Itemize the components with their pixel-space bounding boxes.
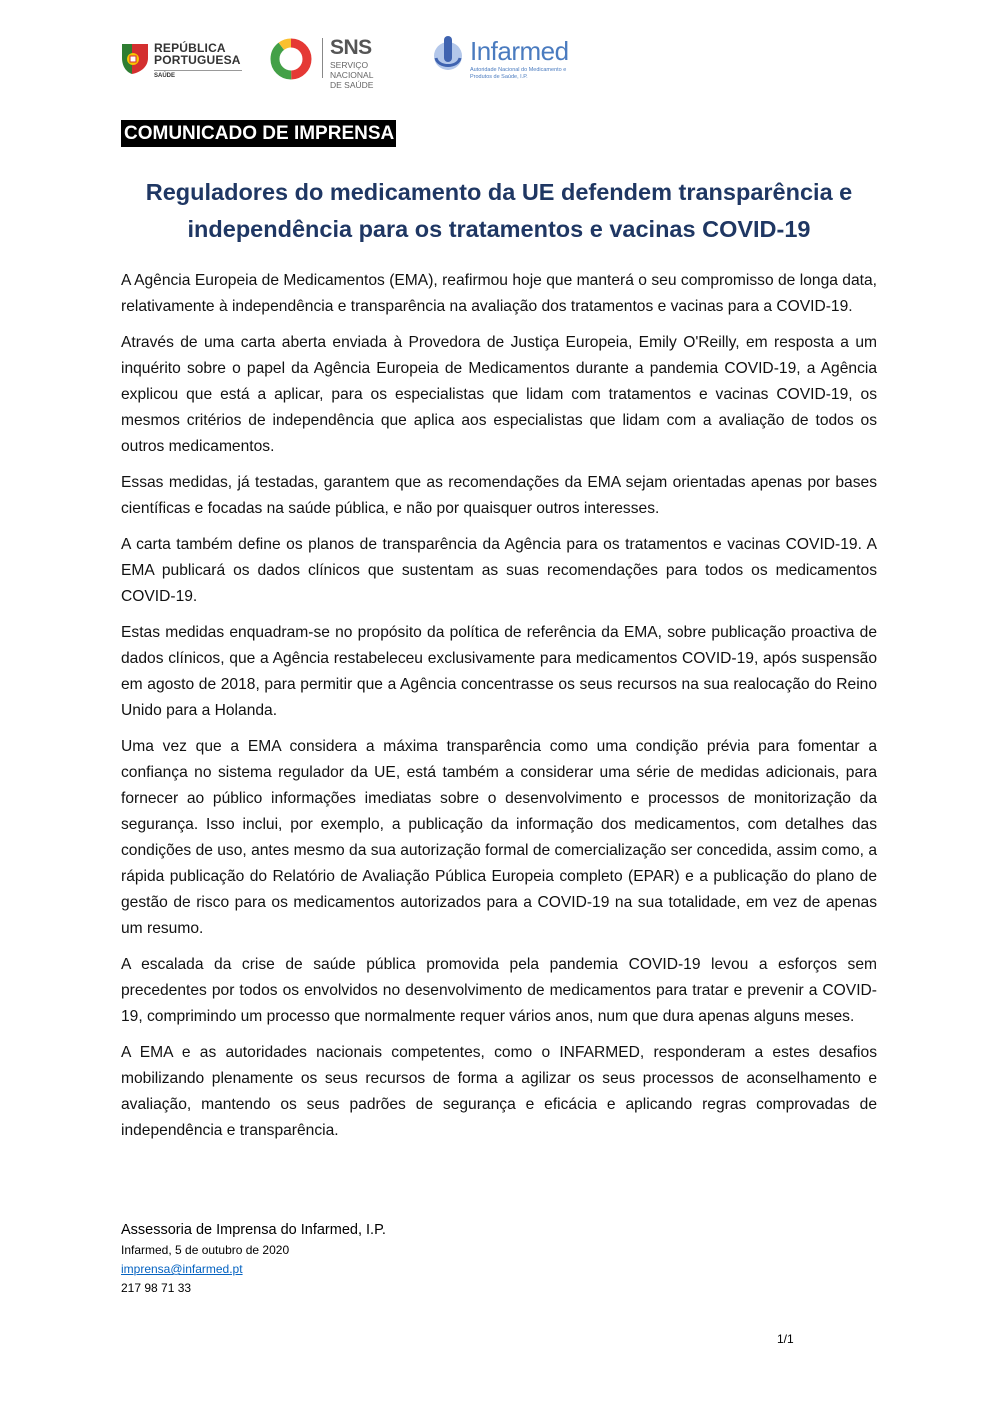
- email-link[interactable]: imprensa@infarmed.pt: [121, 1262, 243, 1276]
- paragraph: A carta também define os planos de transparência da Agência para os tratamentos e vacinas COVID-19. A EMA publicará os dados clínicos que sustentam as suas recomendações para todos os medicamentos COVID-19.: [121, 536, 877, 605]
- paragraph: A EMA e as autoridades nacionais competentes, como o INFARMED, responderam a estes desafios mobilizando plenamente os seus recursos de forma a agilizar os seus processos de aconselhamento e avaliação, mantendo os seus padrões de segurança e eficácia e aplicando regras comprovadas de independência e transparência.: [121, 1044, 877, 1139]
- republica-name: REPÚBLICA PORTUGUESA: [154, 41, 241, 67]
- paragraph: Através de uma carta aberta enviada à Provedora de Justiça Europeia, Emily O'Reilly, em resposta a um inquérito sobre o papel da Agência Europeia de Medicamentos durante a pandemia COVID-19, a Agência explicou que está a aplicar, para os especialistas que lidam com tratamentos e vacinas COVID-19, os mesmos critérios de independência que aplica aos especialistas que lidam com a avaliação de todos os outros medicamentos.: [121, 334, 877, 455]
- infarmed-name: Infarmed: [470, 36, 569, 66]
- sns-divider: [322, 38, 323, 78]
- phone-number: 217 98 71 33: [121, 1281, 192, 1295]
- sns-ring-icon: [270, 38, 312, 80]
- sns-acronym: SNS: [330, 36, 372, 59]
- republica-sub: SAÚDE: [154, 73, 176, 79]
- paragraph: A escalada da crise de saúde pública promovida pela pandemia COVID-19 levou a esforços sem precedentes por todos os envolvidos no desenvolvimento de medicamentos para tratar e prevenir a COVID-19, comprimindo um processo que normalmente requer vários anos, num que dura apenas alguns meses.: [121, 956, 877, 1025]
- place-date: Infarmed, 5 de outubro de 2020: [121, 1243, 290, 1257]
- infarmed-logo: [430, 34, 570, 86]
- sns-fullname: SERVIÇO NACIONAL DE SAÚDE: [330, 60, 374, 90]
- body-text: [121, 268, 877, 1144]
- press-release: [121, 120, 877, 1154]
- press-office: Assessoria de Imprensa do Infarmed, I.P.: [121, 1222, 386, 1238]
- page-number: 1/1: [777, 1332, 794, 1346]
- header-logos: [122, 34, 582, 90]
- republica-portuguesa-logo: [122, 42, 244, 82]
- paragraph: A Agência Europeia de Medicamentos (EMA), reafirmou hoje que manterá o seu compromisso de longa data, relativamente à independência e transparência na avaliação dos tratamentos e vacinas para a COVID-19.: [121, 272, 877, 315]
- sns-logo: [270, 34, 402, 90]
- portugal-emblem-icon: [122, 44, 148, 74]
- infarmed-tagline: Autoridade Nacional do Medicamento e Produtos de Saúde, I.P.: [470, 67, 567, 80]
- paragraph: Estas medidas enquadram-se no propósito da política de referência da EMA, sobre publicação proactiva de dados clínicos, que a Agência restabeleceu exclusivamente para medicamentos COVID-19, após suspensão em agosto de 2018, para permitir que a Agência concentrasse os seus recursos na sua realocação do Reino Unido para a Holanda.: [121, 624, 877, 719]
- press-release-label: COMUNICADO DE IMPRENSA: [121, 120, 396, 147]
- republica-divider: [154, 70, 242, 71]
- infarmed-symbol-icon: [430, 34, 466, 74]
- contact-footer: [121, 1219, 521, 1298]
- page-title: [121, 174, 877, 248]
- title-line-2: independência para os tratamentos e vacinas COVID-19: [187, 216, 811, 242]
- paragraph: Essas medidas, já testadas, garantem que as recomendações da EMA sejam orientadas apenas por bases científicas e focadas na saúde pública, e não por quaisquer outros interesses.: [121, 474, 877, 517]
- paragraph: Uma vez que a EMA considera a máxima transparência como uma condição prévia para fomentar a confiança no sistema regulador da UE, está também a considerar uma série de medidas adicionais, para fornecer ao público informações imediatas sobre o desenvolvimento e processos de monitorização da segurança. Isso inclui, por exemplo, a publicação da informação dos medicamentos, com detalhes das condições de uso, antes mesmo da sua autorização formal de comercialização ser concedida, assim como, a rápida publicação do Relatório de Avaliação Pública Europeia completo (EPAR) e a publicação do plano de gestão de risco para os medicamentos autorizados para a COVID-19 na sua totalidade, em vez de apenas um resumo.: [121, 738, 877, 937]
- title-line-1: Reguladores do medicamento da UE defendem transparência e: [145, 179, 853, 205]
